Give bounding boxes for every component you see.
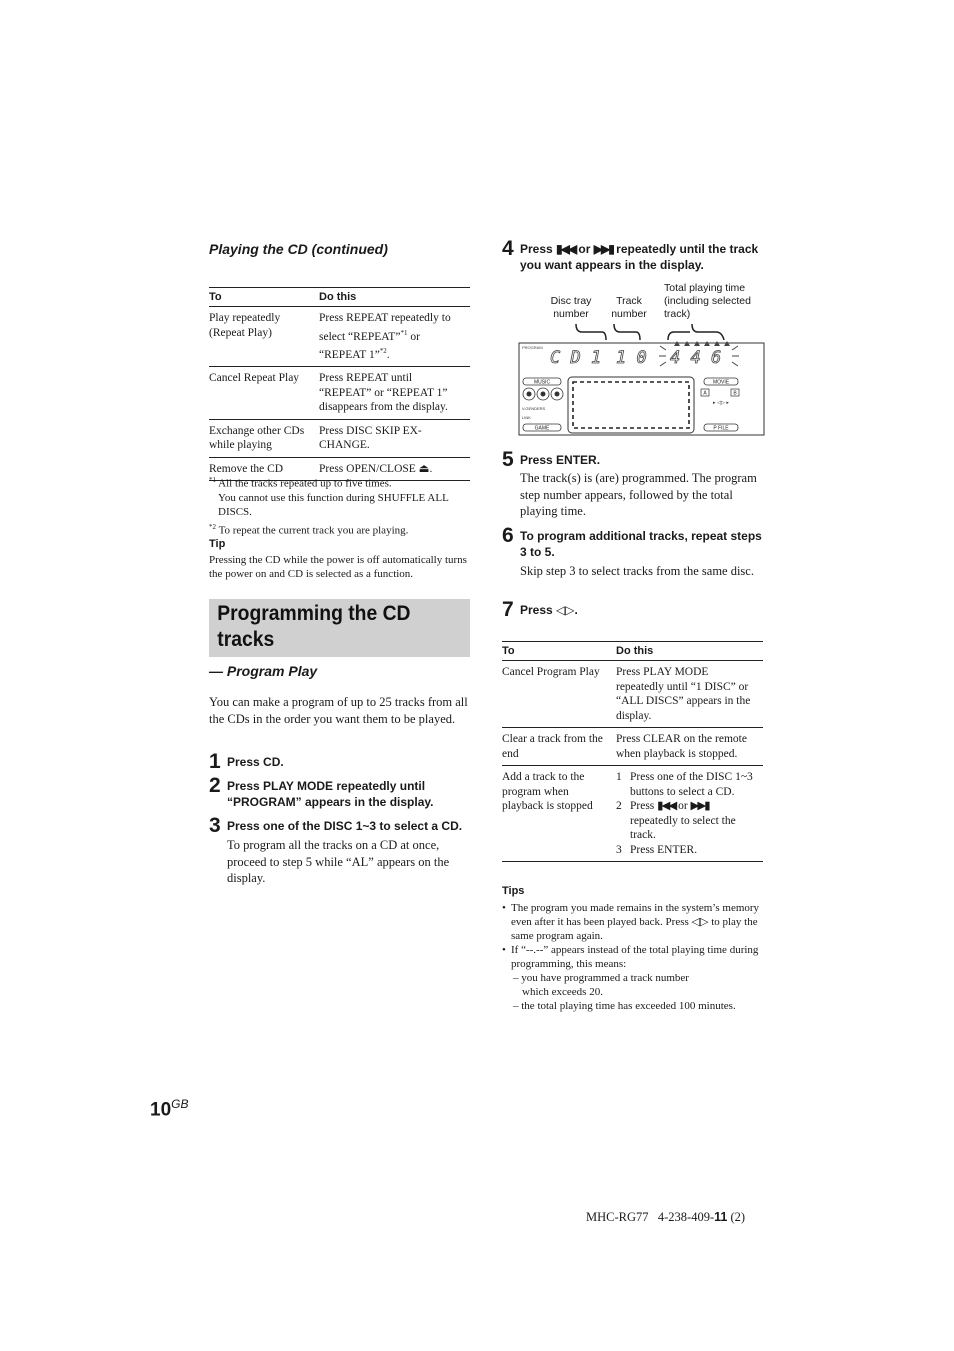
- segment-time: 4 4 6: [670, 348, 722, 368]
- table-row: [502, 728, 763, 766]
- label-track-number: Track number: [611, 295, 647, 320]
- section-subtitle: — Program Play: [209, 663, 318, 679]
- footnote-text: All the tracks repeated up to five times.: [218, 477, 392, 490]
- label-total-time: Total playing time (including selected track): [664, 282, 751, 320]
- segment-disc: C D 1: [550, 348, 602, 368]
- step-3: [209, 814, 471, 887]
- table-cell: Remove the CD: [209, 457, 319, 481]
- intro-paragraph: You can make a program of up to 25 tracks from all the CDs in the order you want them to be played.: [209, 695, 468, 726]
- tip-text-part: The program you made remains in the system’s memory even after it has been played back. Press: [511, 902, 760, 928]
- step-title: Press one of the DISC 1~3 to select a CD.: [227, 819, 463, 833]
- cell-text: Press REPEAT repeatedly to select “REPEAT”: [319, 312, 451, 343]
- table-cell: Cancel Repeat Play: [209, 367, 319, 420]
- step-number: 6: [502, 524, 514, 547]
- sub-step: [616, 799, 757, 843]
- step-title-text: Press: [520, 603, 557, 617]
- continued-heading: Playing the CD (continued): [209, 241, 388, 257]
- label-disc-tray: Disc tray number: [550, 295, 592, 320]
- page-suffix: GB: [171, 1097, 189, 1111]
- step-title: Press PLAY MODE repeatedly until “PROGRAM” appears in the display.: [227, 779, 434, 809]
- step-title: [520, 241, 764, 273]
- step-7: [502, 598, 764, 621]
- prev-track-icon: ▮◀◀: [556, 242, 576, 256]
- tip-sub-item-continued: which exceeds 20.: [522, 986, 603, 998]
- next-track-icon: ▶▶▮: [593, 242, 613, 256]
- table-row: [209, 367, 470, 420]
- step-title: To program additional tracks, repeat steps 3 to 5.: [520, 529, 762, 559]
- step-2: [209, 774, 471, 810]
- table-header: To: [209, 288, 319, 307]
- segment-track: 1 0: [616, 348, 647, 368]
- section-title: tracks: [217, 628, 275, 651]
- display-program-indicator: PROGRAM: [522, 345, 543, 350]
- table-row: [209, 419, 470, 457]
- tip-text-part: to play the same program again.: [511, 916, 758, 942]
- table-cell: Play repeatedly (Repeat Play): [209, 307, 319, 367]
- step-number: 7: [502, 598, 514, 621]
- table-cell: Press OPEN/CLOSE ⏏.: [319, 457, 470, 481]
- sub-step-number: 1: [616, 771, 622, 783]
- display-link-label: LINK: [522, 415, 531, 420]
- step-4: [502, 237, 764, 273]
- step-body: Skip step 3 to select tracks from the same disc.: [520, 564, 754, 578]
- step-title-text: repeatedly until the track you want appears in the display.: [520, 242, 759, 272]
- step-title-text: .: [574, 603, 578, 617]
- part-code-bold: 11: [714, 1210, 728, 1224]
- tip-item: [502, 901, 764, 943]
- display-a-label: A: [703, 390, 707, 397]
- step-body: The track(s) is (are) programmed. The program step number appears, followed by the total playing time.: [520, 471, 757, 518]
- page-number: [150, 1097, 188, 1121]
- bullet: •: [502, 902, 506, 914]
- footnote: [209, 473, 471, 491]
- sub-step-text-part: or: [675, 800, 691, 812]
- step-title-text: or: [575, 242, 594, 256]
- tip-item: [502, 943, 764, 971]
- footnote-mark: *1: [400, 328, 408, 337]
- table-cell: [616, 766, 763, 862]
- step-6: [502, 524, 764, 580]
- section-title: Programming the CD: [217, 602, 411, 625]
- table-cell: Press PLAY MODE repeatedly until “1 DISC” or “ALL DISCS” appears in the display.: [616, 661, 763, 728]
- table-cell: Exchange other CDs while playing: [209, 419, 319, 457]
- repeat-table: [209, 287, 470, 481]
- cd-display-diagram: [518, 320, 766, 438]
- sub-step-text-part: repeatedly to select the track.: [630, 814, 736, 841]
- part-code: (2): [727, 1210, 746, 1224]
- table-cell: Press CLEAR on the remote when playback is stopped.: [616, 728, 763, 766]
- sub-step-number: 3: [616, 843, 622, 856]
- tip-item-text: [511, 901, 764, 943]
- step-title-text: Press: [520, 242, 557, 256]
- step-5: [502, 448, 764, 520]
- tip-sub-item: – the total playing time has exceeded 100 minutes.: [513, 1000, 736, 1012]
- footnote-continued: You cannot use this function during SHUFFLE ALL DISCS.: [218, 491, 449, 518]
- table-cell: Add a track to the program when playback is stopped: [502, 766, 616, 862]
- footnote: [209, 520, 471, 538]
- footnote-mark: *1: [209, 476, 216, 484]
- cell-text: or “REPEAT 1”: [319, 330, 420, 361]
- tip-sub-item: – you have programmed a track number: [513, 972, 689, 984]
- table-cell: Cancel Program Play: [502, 661, 616, 728]
- prev-track-icon: ▮◀◀: [657, 800, 676, 812]
- step-number: 3: [209, 814, 221, 837]
- sub-step-text: [630, 799, 757, 843]
- step-title: Press CD.: [227, 755, 284, 769]
- step-title: Press ENTER.: [520, 453, 601, 467]
- play-pause-icon: ◁▷: [691, 916, 709, 928]
- step-1: [209, 750, 471, 773]
- model-number: MHC-RG77: [586, 1210, 649, 1224]
- footnote-mark: *2: [209, 522, 216, 531]
- sub-step-text: Press ENTER.: [630, 843, 698, 856]
- table-header: To: [502, 642, 616, 661]
- svg-text:▸ ◁▷ ▸: ▸ ◁▷ ▸: [713, 400, 729, 406]
- program-table: [502, 641, 763, 862]
- part-code: 4-238-409-: [657, 1210, 715, 1224]
- sub-step: [616, 843, 757, 858]
- tips-label: Tips: [502, 885, 525, 897]
- section-title-box: [209, 599, 470, 657]
- tip-item-text: If “--.--” appears instead of the total playing time during programming, this means:: [511, 944, 759, 970]
- step-number: 1: [209, 750, 221, 773]
- step-number: 2: [209, 774, 221, 797]
- sub-step-number: 2: [616, 800, 622, 812]
- tips-list: [502, 901, 764, 1013]
- step-number: 4: [502, 237, 514, 260]
- step-title: [520, 602, 578, 618]
- table-header: Do this: [616, 642, 763, 661]
- cell-text: .: [386, 348, 390, 361]
- footer-model-code: [586, 1210, 745, 1225]
- display-music-label: MUSIC: [533, 379, 551, 386]
- table-cell: [319, 307, 470, 367]
- table-cell: Press DISC SKIP EX-CHANGE.: [319, 419, 470, 457]
- table-row: [502, 661, 763, 728]
- sub-step-text-part: Press: [630, 800, 658, 812]
- tip-label: Tip: [209, 538, 226, 550]
- display-pfile-label: P FILE: [713, 425, 729, 432]
- bullet: •: [502, 944, 506, 956]
- display-movie-label: MOVIE: [712, 379, 730, 386]
- page-number-digits: 10: [150, 1099, 172, 1121]
- step-body: To program all the tracks on a CD at once, proceed to step 5 while “AL” appears on the display.: [227, 838, 450, 885]
- next-track-icon: ▶▶▮: [690, 800, 709, 812]
- display-b-label: B: [733, 390, 737, 397]
- footnote-mark: *2: [379, 346, 387, 355]
- footnote-text: To repeat the current track you are playing.: [218, 524, 409, 537]
- sub-step: [616, 770, 757, 799]
- display-vgenders-label: V.GENDERS: [522, 406, 546, 411]
- sub-step-text: Press one of the DISC 1~3 buttons to select a CD.: [630, 771, 753, 798]
- table-cell: Clear a track from the end: [502, 728, 616, 766]
- display-game-label: GAME: [534, 425, 550, 432]
- step-number: 5: [502, 448, 514, 471]
- play-pause-icon: ◁▷: [556, 603, 575, 617]
- table-row: [502, 766, 763, 862]
- table-cell: Press REPEAT until “REPEAT” or “REPEAT 1” disappears from the display.: [319, 367, 470, 420]
- tip-text: Pressing the CD while the power is off automatically turns the power on and CD is selected as a function.: [209, 554, 467, 580]
- table-row: [209, 307, 470, 367]
- footnotes: [209, 473, 471, 537]
- table-header: Do this: [319, 288, 470, 307]
